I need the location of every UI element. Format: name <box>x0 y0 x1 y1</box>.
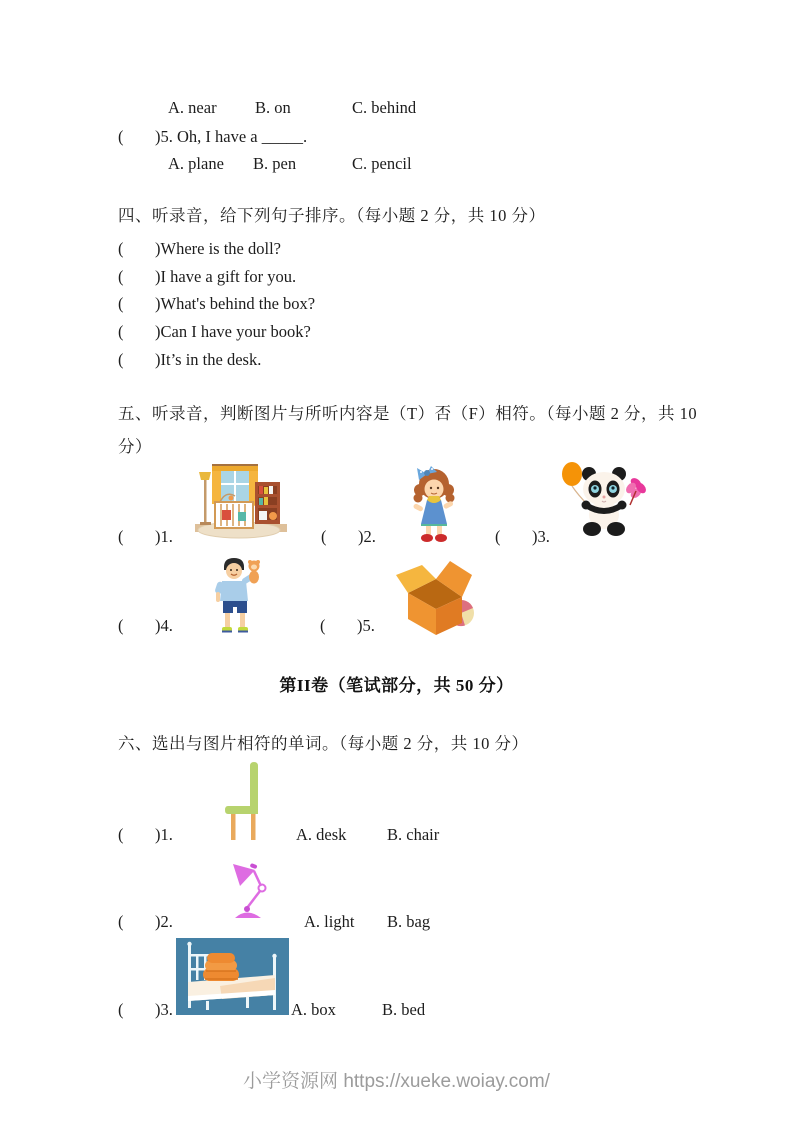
q5-option-c: C. pencil <box>352 154 412 173</box>
section6-label-2 <box>118 911 173 932</box>
section4-item-2 <box>118 266 296 287</box>
section5-label-5 <box>320 615 375 636</box>
answer-paren: ( <box>118 1000 124 1019</box>
doll-image <box>407 464 461 544</box>
section6-item2-option-b: B. bag <box>387 912 431 931</box>
sentence: )Can I have your book? <box>155 322 311 341</box>
item-number: )4. <box>155 616 173 635</box>
section4-item-1 <box>118 238 281 259</box>
section6-item3-option-a: A. box <box>291 1000 336 1019</box>
answer-paren: ( <box>495 527 501 546</box>
section5-label-4 <box>118 615 173 636</box>
section4-item-4 <box>118 321 311 342</box>
site-watermark: 小学资源网 https://xueke.woiay.com/ <box>243 1071 550 1092</box>
item-number: )1. <box>155 527 173 546</box>
section5-title-line2: 分） <box>118 437 152 456</box>
section5-label-3 <box>495 526 550 547</box>
q5-stem-text: )5. Oh, I have a _____. <box>155 127 308 146</box>
item-number: )2. <box>358 527 376 546</box>
answer-paren: ( <box>118 267 124 286</box>
q4-option-b: B. on <box>255 98 291 117</box>
sentence: )Where is the doll? <box>155 239 281 258</box>
section6-title: 六、选出与图片相符的单词。（每小题 2 分，共 10 分） <box>118 734 529 753</box>
section6-item3-option-b: B. bed <box>382 1000 426 1019</box>
panda-with-balloon-image <box>558 461 646 537</box>
item-number: )5. <box>357 616 375 635</box>
sentence: )I have a gift for you. <box>155 267 297 286</box>
open-box-with-ball-image <box>392 557 474 637</box>
item-number: )3. <box>532 527 550 546</box>
item-number: )1. <box>155 825 173 844</box>
answer-paren: ( <box>118 350 124 369</box>
q4-option-a: A. near <box>168 98 217 117</box>
section5-label-1 <box>118 526 173 547</box>
section4-item-3 <box>118 293 315 314</box>
answer-paren: ( <box>321 527 327 546</box>
desk-lamp-image <box>227 861 273 920</box>
section6-item2-option-a: A. light <box>304 912 355 931</box>
q5-stem <box>118 126 307 147</box>
item-number: )2. <box>155 912 173 931</box>
nursery-room-image <box>195 462 287 542</box>
q5-option-b: B. pen <box>253 154 297 173</box>
answer-paren: ( <box>118 825 124 844</box>
section6-item1-option-a: A. desk <box>296 825 347 844</box>
answer-paren: ( <box>118 322 124 341</box>
answer-paren: ( <box>118 616 124 635</box>
section6-label-1 <box>118 824 173 845</box>
section5-title-line1: 五、听录音，判断图片与所听内容是（T）否（F）相符。（每小题 2 分，共 10 <box>118 404 698 423</box>
sentence: )What's behind the box? <box>155 294 316 313</box>
section6-label-3 <box>118 999 173 1020</box>
bed-image <box>176 938 289 1015</box>
chair-image <box>222 762 268 841</box>
answer-paren: ( <box>118 239 124 258</box>
answer-paren: ( <box>118 527 124 546</box>
section5-label-2 <box>321 526 376 547</box>
section4-item-5 <box>118 349 261 370</box>
section4-title: 四、听录音，给下列句子排序。（每小题 2 分，共 10 分） <box>118 206 546 225</box>
q4-option-c: C. behind <box>352 98 417 117</box>
answer-paren: ( <box>118 912 124 931</box>
answer-paren: ( <box>118 294 124 313</box>
item-number: )3. <box>155 1000 173 1019</box>
boy-with-teddy-bear-image <box>208 555 268 635</box>
answer-paren: ( <box>320 616 326 635</box>
part2-header: 第II卷（笔试部分，共 50 分） <box>279 676 514 695</box>
sentence: )It’s in the desk. <box>155 350 262 369</box>
section6-item1-option-b: B. chair <box>387 825 440 844</box>
answer-paren: ( <box>118 127 124 146</box>
q5-option-a: A. plane <box>168 154 224 173</box>
